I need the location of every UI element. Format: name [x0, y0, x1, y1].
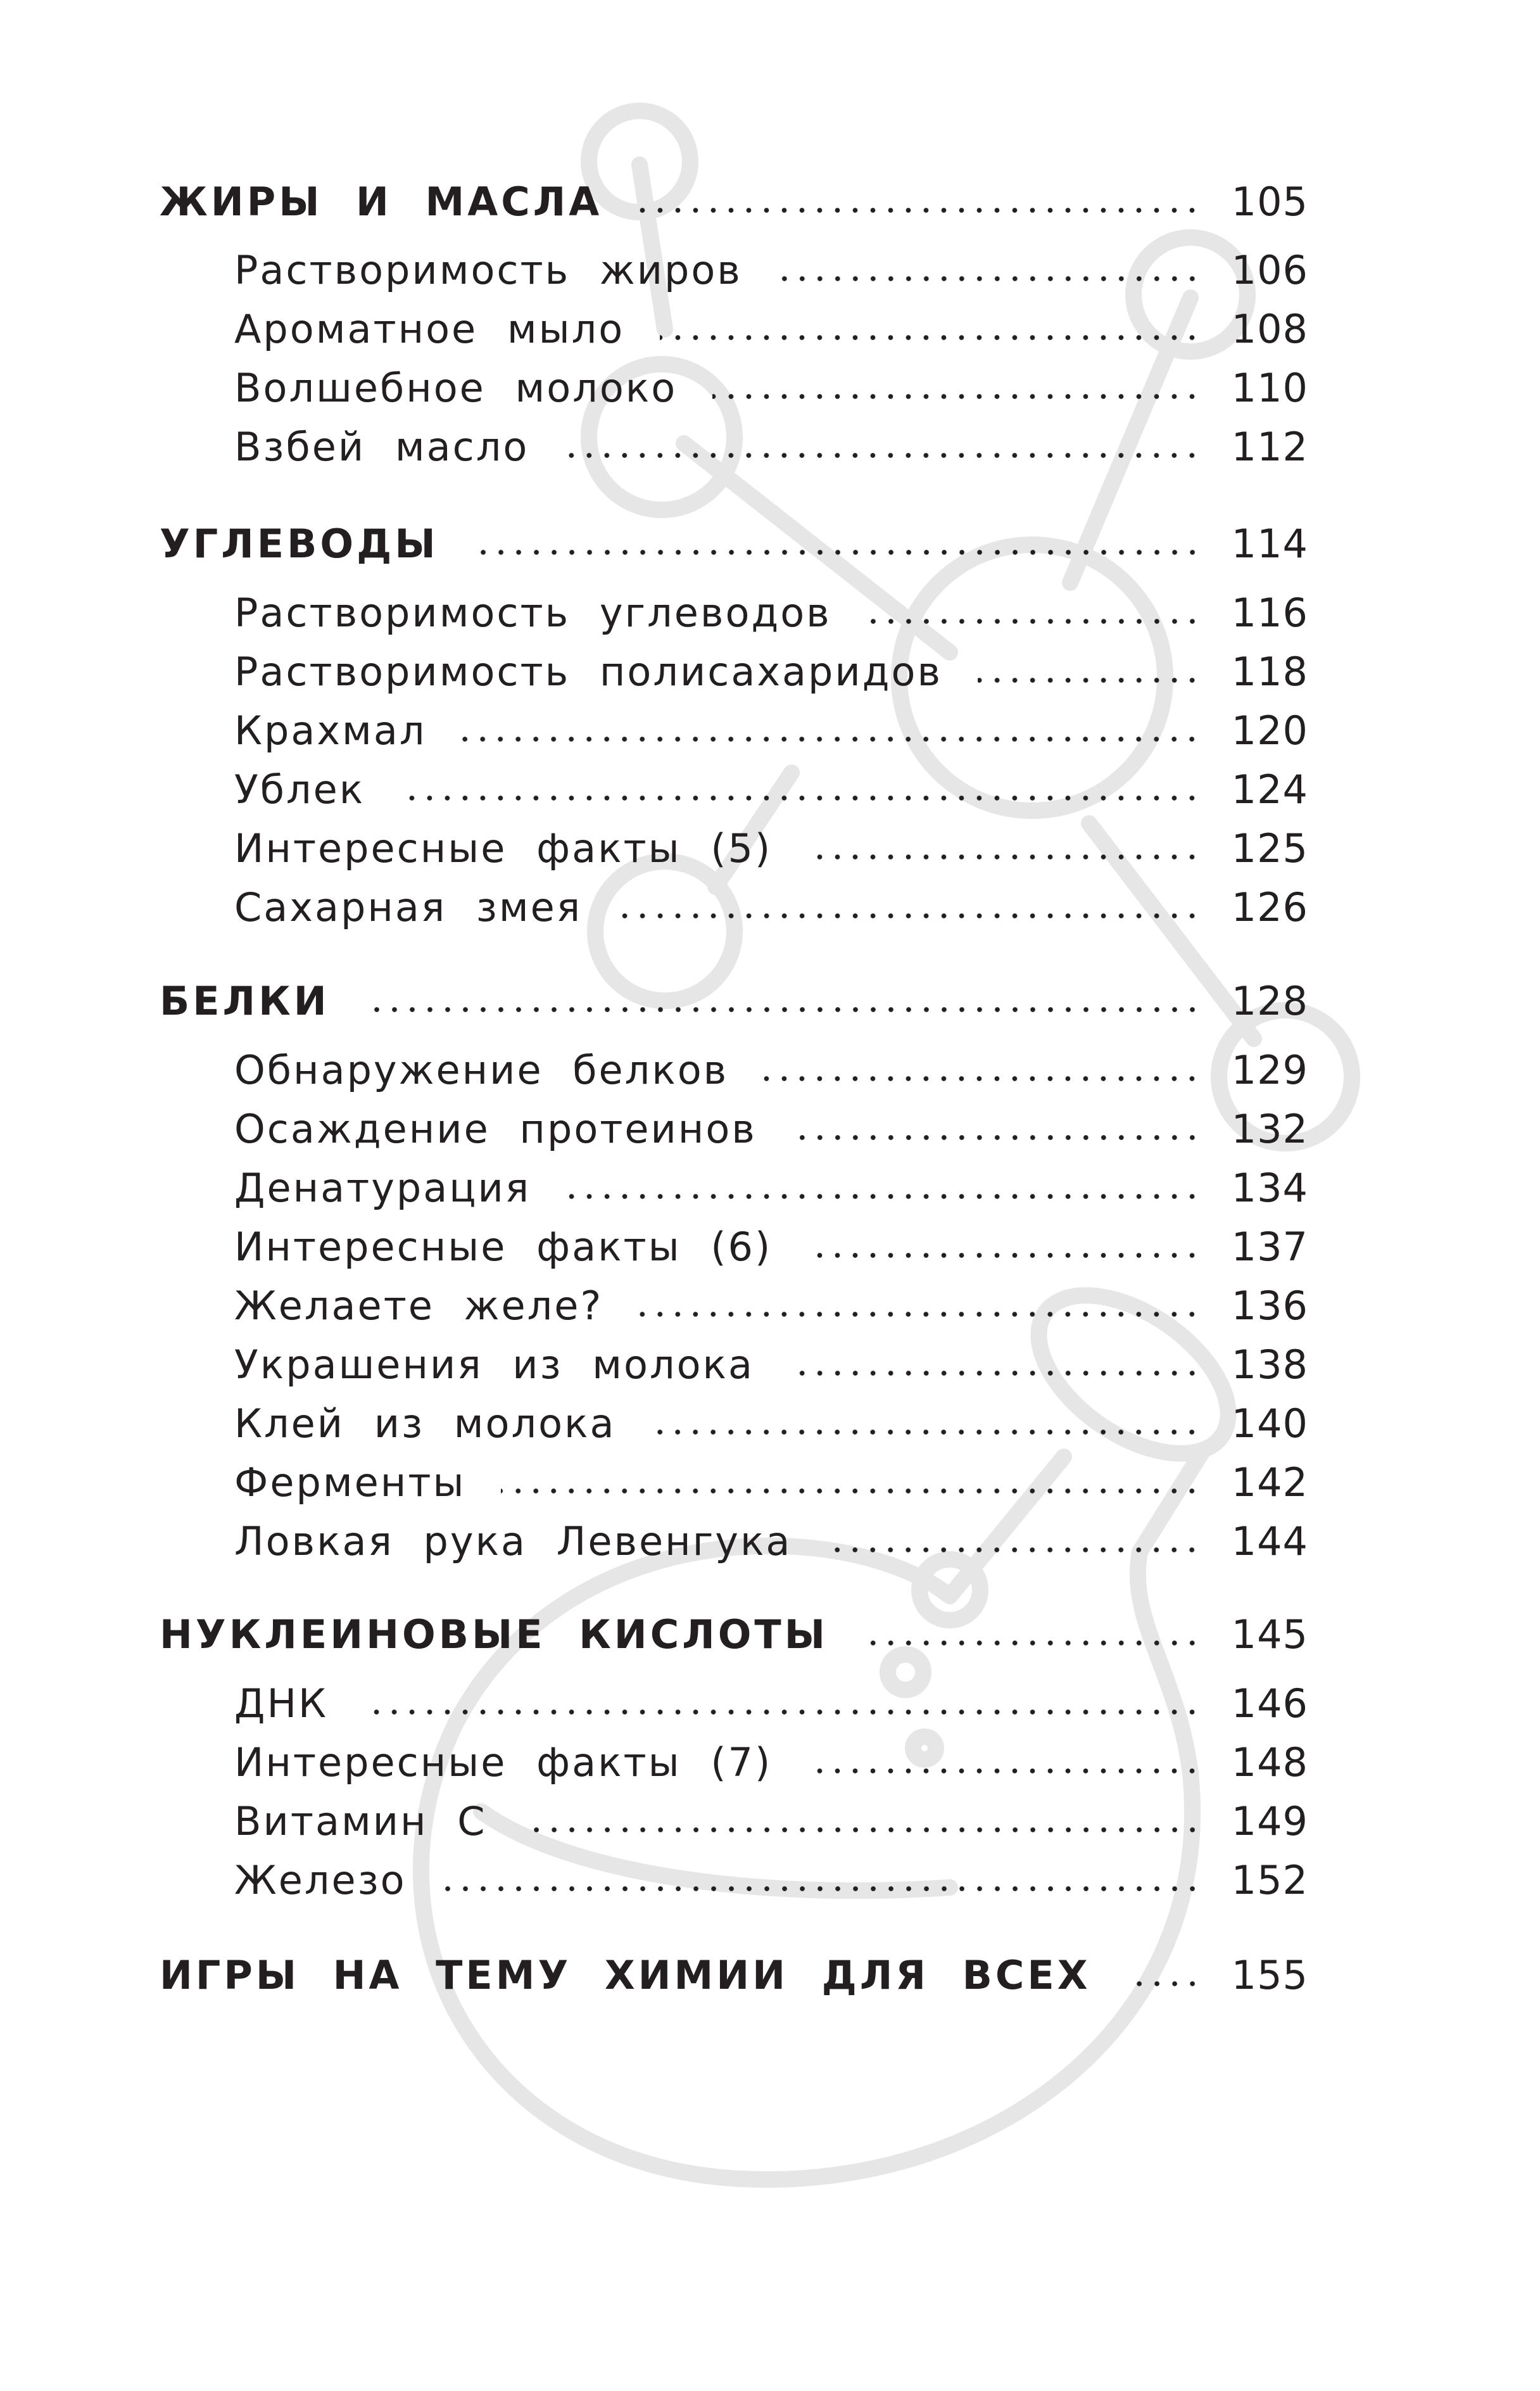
section-title: УГЛЕВОДЫ — [160, 520, 439, 567]
entry-title: Украшения из молока — [234, 1341, 754, 1388]
dot-leader — [522, 1826, 1201, 1834]
toc-entry[interactable] — [234, 300, 1308, 358]
dot-leader — [474, 549, 1201, 556]
toc-entry[interactable] — [234, 1733, 1308, 1791]
entry-title: Желаете желе? — [234, 1282, 603, 1329]
section-page: 128 — [1231, 977, 1308, 1024]
dot-leader — [807, 1767, 1201, 1775]
dot-leader — [978, 676, 1201, 684]
toc-section-nucleic-acids[interactable] — [160, 1605, 1308, 1663]
entry-page: 148 — [1231, 1739, 1308, 1785]
entry-page: 106 — [1231, 246, 1308, 293]
entry-title: Обнаружение белков — [234, 1046, 729, 1093]
entry-title: Сахарная змея — [234, 884, 583, 930]
entry-title: Крахмал — [234, 707, 427, 754]
dot-leader — [864, 1639, 1201, 1647]
toc-entry[interactable] — [234, 1453, 1308, 1511]
entry-page: 136 — [1231, 1282, 1308, 1329]
entry-title: Волшебное молоко — [234, 364, 678, 411]
toc-entry[interactable] — [234, 1512, 1308, 1570]
toc-entry[interactable] — [234, 583, 1308, 642]
toc-entry[interactable] — [234, 878, 1308, 936]
entry-page: 152 — [1231, 1856, 1308, 1903]
dot-leader — [1127, 1980, 1201, 1988]
entry-page: 129 — [1231, 1046, 1308, 1093]
entry-title: Взбей масло — [234, 423, 529, 470]
section-title: ЖИРЫ И МАСЛА — [160, 178, 603, 225]
dot-leader — [617, 912, 1201, 920]
dot-leader — [365, 1006, 1201, 1013]
entry-page: 125 — [1231, 825, 1308, 872]
entry-title: Ублек — [234, 766, 365, 813]
entry-page: 132 — [1231, 1105, 1308, 1152]
dot-leader — [501, 1487, 1201, 1495]
entry-title: ДНК — [234, 1680, 329, 1727]
dot-leader — [764, 1075, 1201, 1082]
toc-entry[interactable] — [234, 642, 1308, 701]
entry-title: Клей из молока — [234, 1400, 616, 1447]
section-page: 105 — [1231, 178, 1308, 225]
entry-page: 112 — [1231, 423, 1308, 470]
section-title: ИГРЫ НА ТЕМУ ХИМИИ ДЛЯ ВСЕХ — [160, 1951, 1091, 1998]
dot-leader — [638, 206, 1201, 214]
toc-entry[interactable] — [234, 1041, 1308, 1099]
dot-leader — [651, 1428, 1201, 1436]
dot-leader — [462, 735, 1201, 743]
entry-title: Интересные факты (6) — [234, 1223, 773, 1270]
entry-page: 140 — [1231, 1400, 1308, 1447]
dot-leader — [638, 1310, 1201, 1318]
dot-leader — [442, 1885, 1201, 1893]
section-page: 114 — [1231, 520, 1308, 567]
entry-title: Растворимость жиров — [234, 246, 742, 293]
toc-entry[interactable] — [234, 1851, 1308, 1909]
entry-page: 149 — [1231, 1798, 1308, 1844]
entry-title: Интересные факты (5) — [234, 825, 773, 872]
section-page: 155 — [1231, 1951, 1308, 1998]
dot-leader — [363, 1708, 1201, 1716]
toc-entry[interactable] — [234, 241, 1308, 299]
toc-entry[interactable] — [234, 1394, 1308, 1452]
entry-page: 110 — [1231, 364, 1308, 411]
toc-entry[interactable] — [234, 417, 1308, 476]
toc-entry[interactable] — [234, 701, 1308, 759]
entry-title: Осаждение протеинов — [234, 1105, 757, 1152]
entry-page: 120 — [1231, 707, 1308, 754]
entry-page: 137 — [1231, 1223, 1308, 1270]
dot-leader — [827, 1546, 1201, 1554]
entry-page: 134 — [1231, 1164, 1308, 1211]
entry-page: 142 — [1231, 1459, 1308, 1506]
section-title: НУКЛЕИНОВЫЕ КИСЛОТЫ — [160, 1611, 828, 1658]
toc-entry[interactable] — [234, 358, 1308, 417]
entry-page: 108 — [1231, 305, 1308, 352]
dot-leader — [807, 853, 1201, 861]
toc-entry[interactable] — [234, 1276, 1308, 1335]
toc-entry[interactable] — [234, 819, 1308, 877]
toc-entry[interactable] — [234, 1158, 1308, 1217]
dot-leader — [712, 393, 1201, 400]
toc-entry[interactable] — [234, 1792, 1308, 1850]
toc-section-carbohydrates[interactable] — [160, 514, 1308, 573]
dot-leader — [566, 1193, 1201, 1200]
dot-leader — [660, 334, 1201, 341]
entry-page: 138 — [1231, 1341, 1308, 1388]
toc-section-chemistry-games[interactable] — [160, 1946, 1308, 2004]
entry-title: Ароматное мыло — [234, 305, 625, 352]
toc-entry[interactable] — [234, 1217, 1308, 1276]
entry-title: Денатурация — [234, 1164, 531, 1211]
toc-entry[interactable] — [234, 760, 1308, 818]
entry-title: Витамин С — [234, 1798, 487, 1844]
entry-page: 126 — [1231, 884, 1308, 930]
entry-page: 124 — [1231, 766, 1308, 813]
entry-title: Растворимость углеводов — [234, 589, 831, 636]
dot-leader — [792, 1134, 1201, 1141]
entry-page: 146 — [1231, 1680, 1308, 1727]
dot-leader — [778, 275, 1201, 282]
entry-title: Железо — [234, 1856, 407, 1903]
toc-entry[interactable] — [234, 1335, 1308, 1393]
entry-title: Интересные факты (7) — [234, 1739, 773, 1785]
entry-page: 144 — [1231, 1518, 1308, 1564]
dot-leader — [807, 1252, 1201, 1259]
dot-leader — [867, 618, 1201, 625]
entry-title: Растворимость полисахаридов — [234, 648, 943, 695]
entry-page: 118 — [1231, 648, 1308, 695]
entry-title: Ферменты — [234, 1459, 466, 1506]
dot-leader — [790, 1369, 1201, 1377]
dot-leader — [564, 452, 1201, 459]
section-page: 145 — [1231, 1611, 1308, 1658]
entry-title: Ловкая рука Левенгука — [234, 1518, 792, 1564]
toc-entry[interactable] — [234, 1100, 1308, 1158]
toc-section-fats[interactable] — [160, 172, 1308, 231]
section-title: БЕЛКИ — [160, 977, 330, 1024]
entry-page: 116 — [1231, 589, 1308, 636]
toc-entry[interactable] — [234, 1674, 1308, 1732]
toc-section-proteins[interactable] — [160, 972, 1308, 1030]
dot-leader — [400, 794, 1201, 802]
